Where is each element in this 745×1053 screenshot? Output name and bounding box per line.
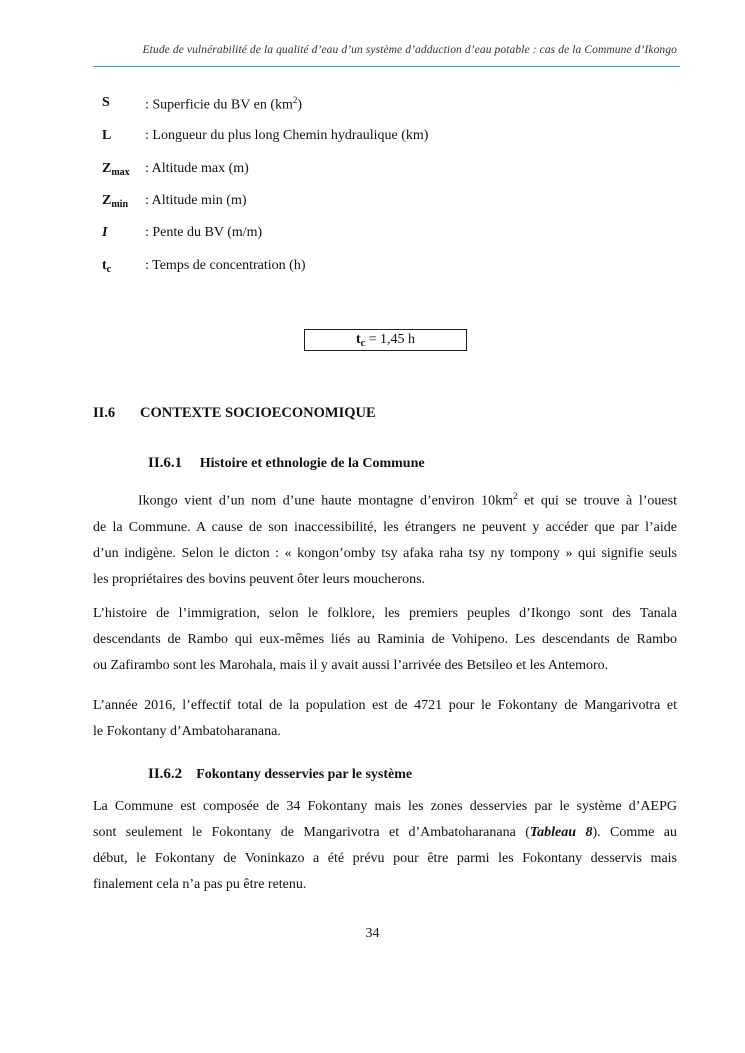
section-number: II.6 [93,405,116,421]
paragraph [93,483,677,593]
subsection-title: Fokontany desservies par le système [196,767,413,782]
paragraph-line: descendants de Rambo qui eux-mêmes liés au Raminia de Vohipeno. Les descendants de Rambo [93,632,677,647]
definition-description: : Altitude max (m) [145,161,249,176]
definition-symbol: S [102,95,110,110]
header-rule [93,66,680,67]
subsection-number: II.6.2 [148,766,183,782]
subsection-heading [148,766,412,783]
subsection-number: II.6.1 [148,455,183,471]
paragraph-line: sont seulement le Fokontany de Mangarivotra et d’Ambatoharanana (Tableau 8). Comme au [93,825,678,840]
definition-description: : Temps de concentration (h) [145,258,306,273]
page-number: 34 [365,926,380,941]
definition-description: : Superficie du BV en $(km^2)$ [145,95,303,113]
paragraph [93,794,677,898]
definition-symbol: I [102,225,108,240]
section-title: CONTEXTE SOCIOECONOMIQUE [140,405,376,421]
paragraph-line: Ikongo vient d’un nom d’une haute montagne d’environ $10km^2$ et qui se trouve à l’ouest [138,491,677,509]
paragraph [93,601,677,679]
paragraph-line: les propriétaires des bovins peuvent ôter leurs moucherons. [93,571,426,587]
definition-symbol: $Z_{min}$ [102,193,129,210]
definition-symbol: L [102,128,112,143]
running-header: Etude de vulnérabilité de la qualité d’eau d’un système d’adduction d’eau potable : cas de la Commune d’Ikongo [142,44,677,56]
definition-symbol: $Z_{max}$ [102,161,130,178]
table-reference[interactable]: Tableau 8 [529,825,593,840]
paragraph [93,693,677,745]
paragraph-line: début, le Fokontany de Voninkazo a été prévu pour être parmi les Fokontany desservis mais [93,851,677,866]
result-box: $t_c = 1,45$ h [304,329,467,351]
definition-description: : Longueur du plus long Chemin hydraulique (km) [145,128,429,143]
paragraph-line: L’histoire de l’immigration, selon le folklore, les premiers peuples d’Ikongo sont des Tanala [93,606,677,621]
paragraph-line: le Fokontany d’Ambatoharanana. [93,724,281,739]
definition-symbol: $t_c$ [102,258,112,275]
subsection-title: Histoire et ethnologie de la Commune [199,456,425,471]
paragraph-line: de la Commune. A cause de son inaccessibilité, les étrangers ne peuvent y accéder que par l’aide [93,519,677,535]
paragraph-line: L’année 2016, l’effectif total de la population est de 4721 pour le Fokontany de Mangarivotra et [93,698,677,713]
subsection-heading [148,455,425,472]
definition-description: : Pente du BV (m/m) [145,225,263,240]
paragraph-line: ou Zafirambo sont les Marohala, mais il y avait aussi l’arrivée des Betsileo et les Antemoro. [93,658,609,673]
paragraph-line: finalement cela n’a pas pu être retenu. [93,877,307,892]
paragraph-line: d’un indigène. Selon le dicton : « kongon’omby tsy afaka raha tsy ny tompony » qui signifie seuls [93,545,677,561]
definition-description: : Altitude min (m) [145,193,247,208]
paragraph-line: La Commune est composée de 34 Fokontany mais les zones desservies par le système d’AEPG [93,799,677,814]
